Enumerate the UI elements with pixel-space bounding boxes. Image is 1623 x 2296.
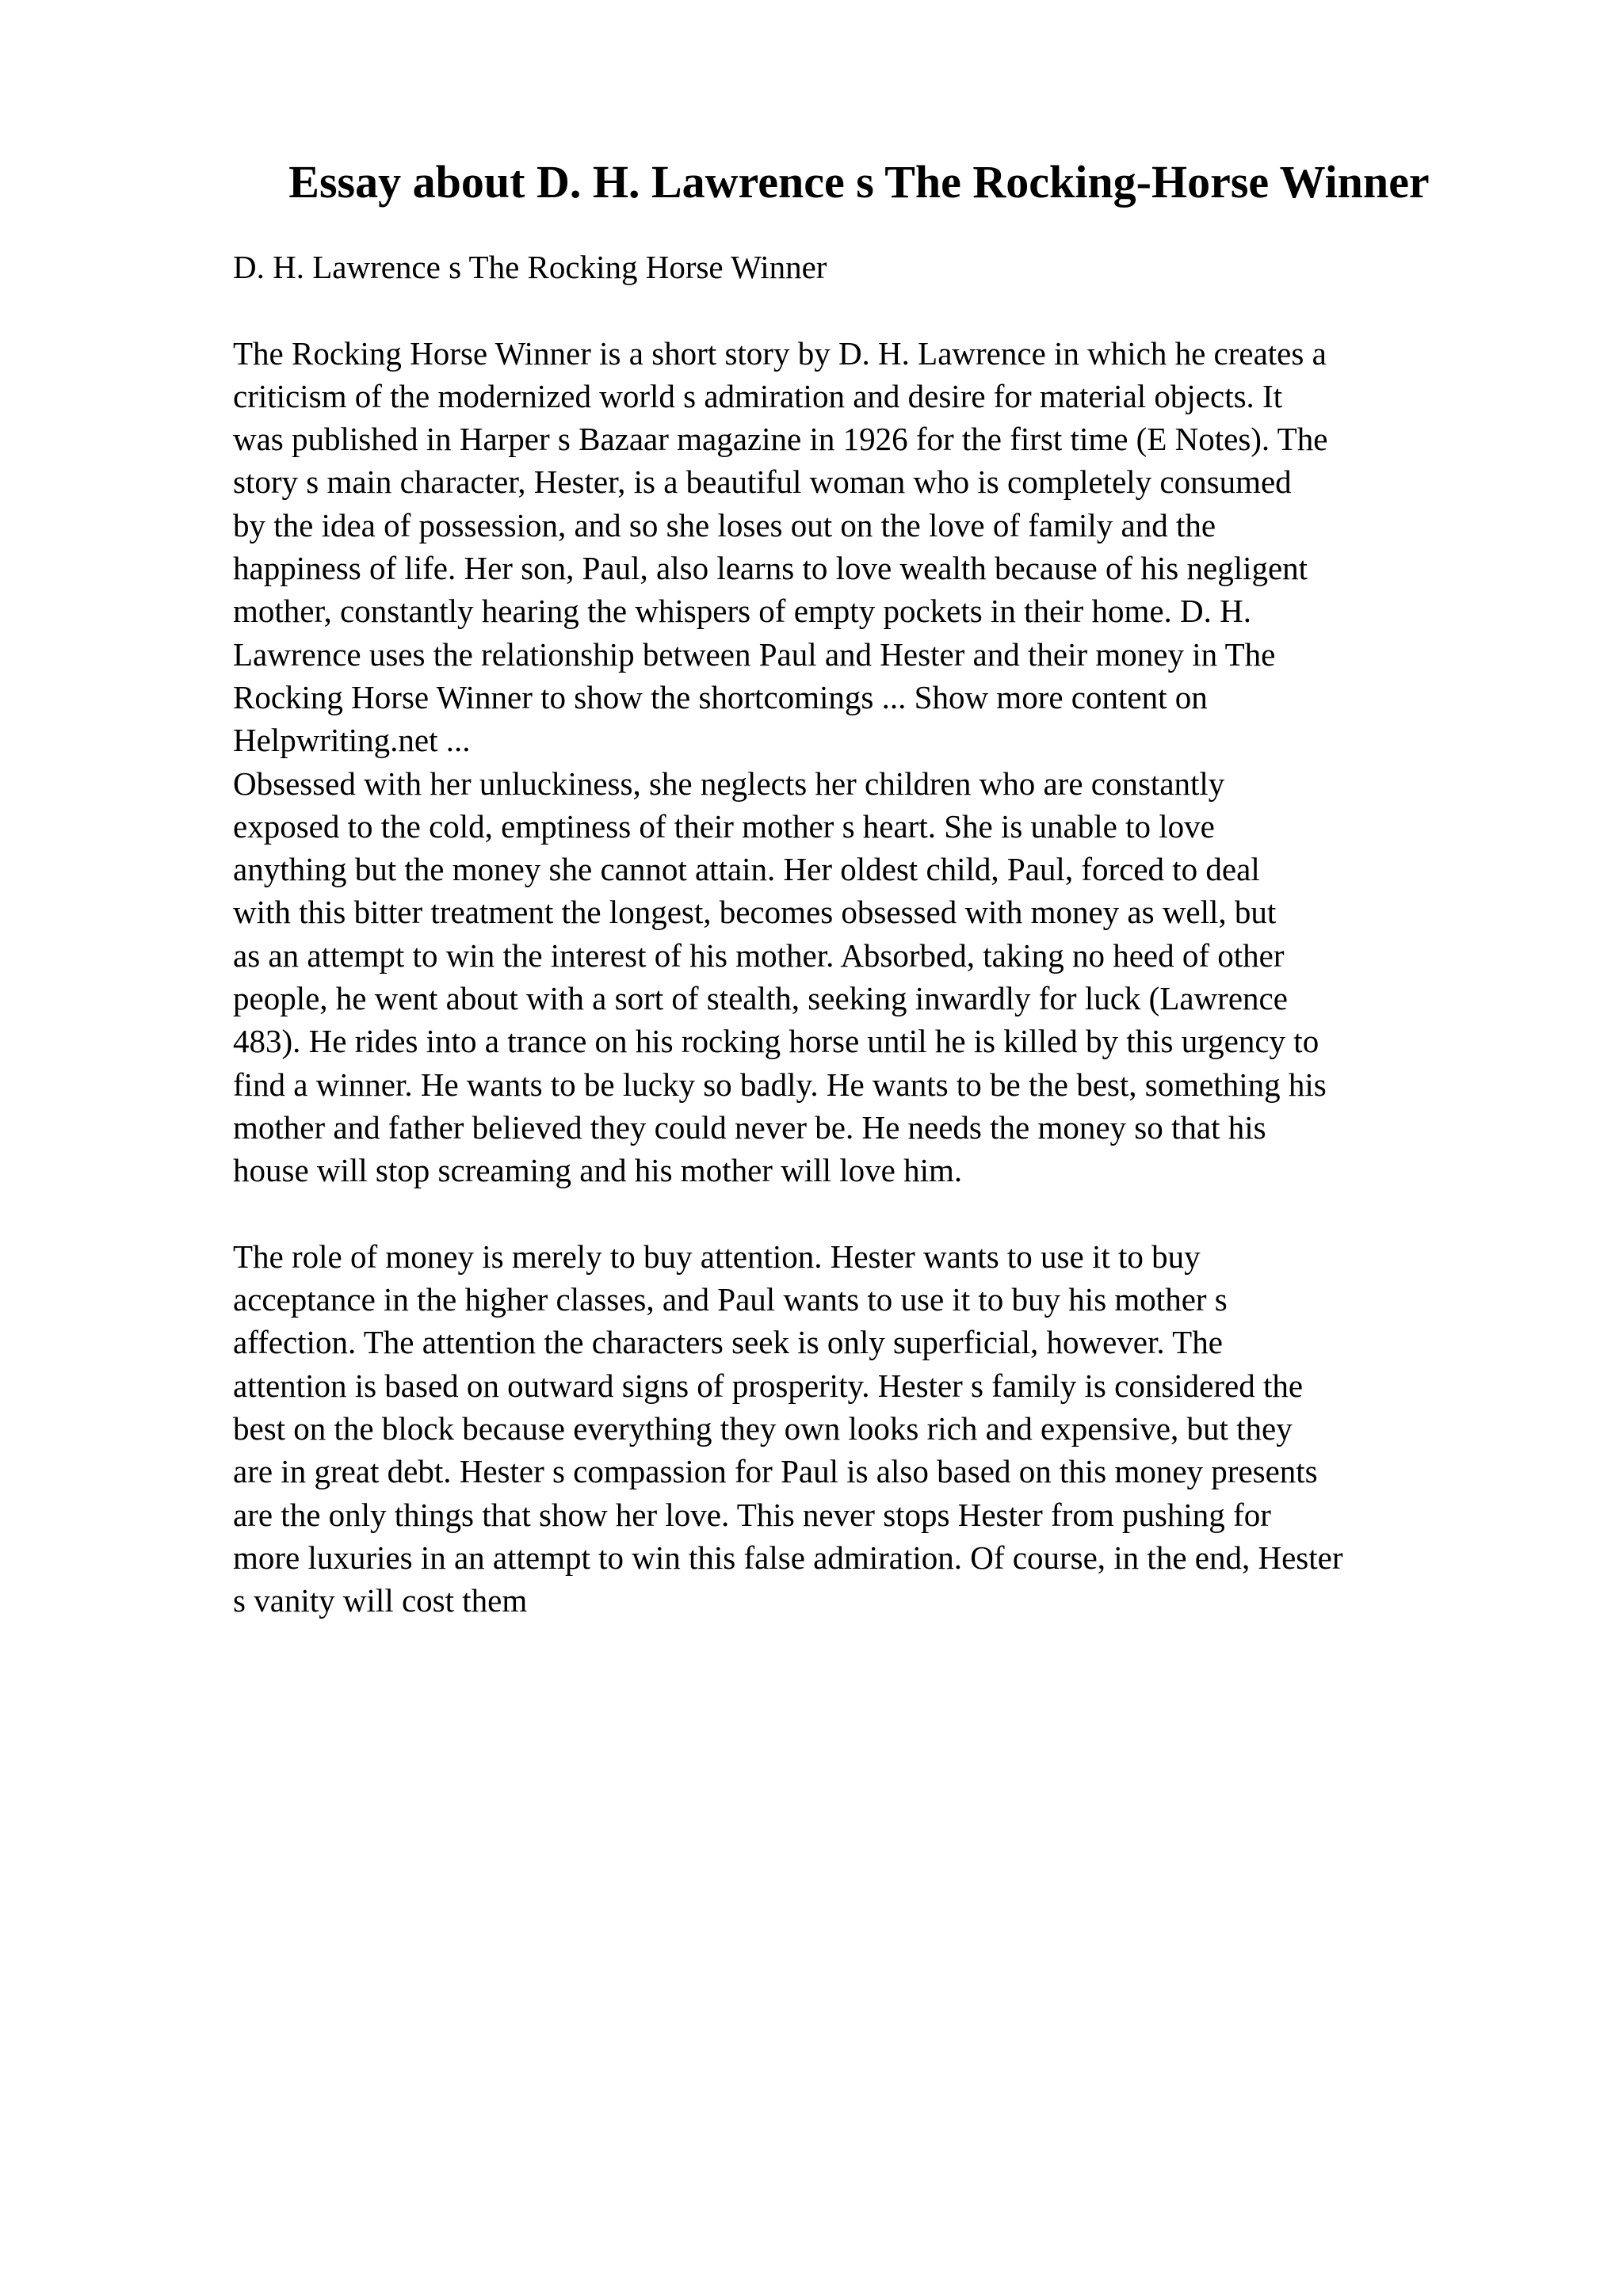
document-subtitle: D. H. Lawrence s The Rocking Horse Winner [233,249,827,285]
document-title: Essay about D. H. Lawrence s The Rocking-Horse Winner [288,156,1430,208]
paragraph-line: happiness of life. Her son, Paul, also learns to love wealth because of his negligent [233,550,1308,587]
paragraph-line: affection. The attention the characters seek is only superficial, however. The [233,1324,1223,1361]
paragraph-line: exposed to the cold, emptiness of their mother s heart. She is unable to love [233,807,1215,845]
paragraph-line: people, he went about with a sort of stealth, seeking inwardly for luck (Lawrence [233,980,1288,1017]
paragraph-line: best on the block because everything they own looks rich and expensive, but they [233,1410,1293,1447]
paragraph-line: 483). He rides into a trance on his rocking horse until he is killed by this urgency to [233,1023,1319,1060]
paragraph-spacer [233,288,1533,331]
paragraph-line: story s main character, Hester, is a beautiful woman who is completely consumed [233,463,1292,501]
paragraph-line: The Rocking Horse Winner is a short story by D. H. Lawrence in which he creates a [233,334,1327,372]
paragraph-line: Obsessed with her unluckiness, she neglects her children who are constantly [233,765,1225,802]
paragraph-line: s vanity will cost them [233,1582,528,1619]
paragraph-line: criticism of the modernized world s admiration and desire for material objects. It [233,377,1283,414]
paragraph-line: are in great debt. Hester s compassion for Paul is also based on this money presents [233,1453,1318,1490]
paragraph-line: with this bitter treatment the longest, becomes obsessed with money as well, but [233,894,1277,931]
paragraph-line: Helpwriting.net ... [233,722,471,759]
document-body [233,246,1533,1623]
paragraph-line: acceptance in the higher classes, and Paul wants to use it to buy his mother s [233,1281,1228,1318]
paragraph-line: find a winner. He wants to be lucky so badly. He wants to be the best, something his [233,1066,1327,1103]
paragraph-3 [233,1235,1533,1623]
paragraph-line: Lawrence uses the relationship between Paul and Hester and their money in The [233,635,1276,673]
paragraph-line: anything but the money she cannot attain. Her oldest child, Paul, forced to deal [233,851,1260,888]
paragraph-line: house will stop screaming and his mother will love him. [233,1152,963,1189]
paragraph-spacer [233,1192,1533,1235]
paragraph-line: mother and father believed they could never be. He needs the money so that his [233,1108,1266,1146]
paragraph-line: mother, constantly hearing the whispers of empty pockets in their home. D. H. [233,593,1252,630]
paragraph-line: as an attempt to win the interest of his mother. Absorbed, taking no heed of other [233,936,1285,974]
paragraph-line: was published in Harper s Bazaar magazine in 1926 for the first time (E Notes). The [233,421,1328,458]
paragraph-line: more luxuries in an attempt to win this false admiration. Of course, in the end, Hester [233,1539,1343,1576]
paragraph-line: by the idea of possession, and so she loses out on the love of family and the [233,506,1216,543]
paragraph-2 [233,762,1533,1192]
paragraph-line: attention is based on outward signs of prosperity. Hester s family is considered the [233,1367,1304,1404]
paragraph-1 [233,332,1533,762]
paragraph-line: are the only things that show her love. This never stops Hester from pushing for [233,1496,1271,1533]
paragraph-line: The role of money is merely to buy attention. Hester wants to use it to buy [233,1238,1201,1275]
paragraph-line: Rocking Horse Winner to show the shortcomings ... Show more content on [233,678,1208,715]
